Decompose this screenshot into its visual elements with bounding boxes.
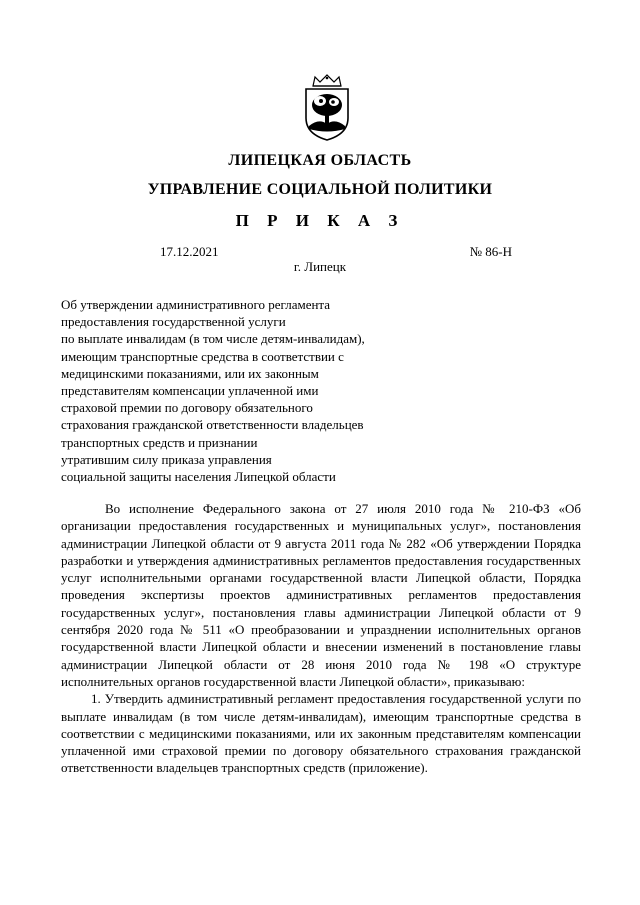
document-city: г. Липецк [293, 259, 347, 274]
title-line: предоставления государственной услуги [61, 314, 286, 330]
document-title [61, 296, 441, 485]
title-line: социальной защиты населения Липецкой области [61, 469, 336, 485]
document-date: 17.12.2021 [160, 244, 219, 259]
region-heading: ЛИПЕЦКАЯ ОБЛАСТЬ [228, 152, 412, 169]
document-body [61, 500, 581, 777]
title-line: Об утверждении административного регламента [61, 297, 331, 312]
title-line: страхования гражданской ответственности владельцев [61, 417, 364, 433]
title-line: утратившим силу приказа управления [61, 451, 272, 467]
title-line: страховой премии по договору обязательного [61, 400, 313, 416]
preamble-paragraph: Во исполнение Федерального закона от 27 июля 2010 года № 210-ФЗ «Об организации предоставления государственных и муниципальных услуг», постановления администрации Липецкой области от 9 августа 2011 года № 282 «Об утверждении Порядка разработки и утверждения административных регламентов предоставления государственных услуг исполнительными органами государственной власти Липецкой области, Порядка проведения экспертизы проектов административных регламентов предоставления государственных услуг», постановления главы администрации Липецкой области от 9 сентября 2020 года № 511 «О преобразовании и упразднении исполнительных органов государственной власти Липецкой области и внесении изменений в постановление главы администрации Липецкой области от 28 июня 2010 года № 198 «О структуре исполнительных органов государственной власти Липецкой области», приказываю: [61, 501, 581, 689]
title-line: медицинскими показаниями, или их законным [61, 365, 319, 381]
document-type-heading: П Р И К А З [235, 211, 405, 230]
title-line: представителям компенсации уплаченной ими [61, 383, 319, 399]
department-heading: УПРАВЛЕНИЕ СОЦИАЛЬНОЙ ПОЛИТИКИ [147, 181, 493, 198]
title-line: по выплате инвалидам (в том числе детям-инвалидам), [61, 331, 365, 347]
order-item-1-paragraph: 1. Утвердить административный регламент предоставления государственной услуги по выплате инвалидам (в том числе детям-инвалидам), имеющим транспортные средства в соответствии с медицинскими показаниями, или их законным представителям компенсации уплаченной ими страховой премии по договору обязательного страхования гражданской ответственности владельцев транспортных средств (приложение). [61, 691, 581, 776]
document-number: № 86-Н [469, 244, 512, 259]
title-line: имеющим транспортные средства в соответствии с [61, 348, 344, 364]
title-line: транспортных средств и признании [61, 434, 258, 450]
coat-of-arms-emblem [301, 74, 353, 142]
